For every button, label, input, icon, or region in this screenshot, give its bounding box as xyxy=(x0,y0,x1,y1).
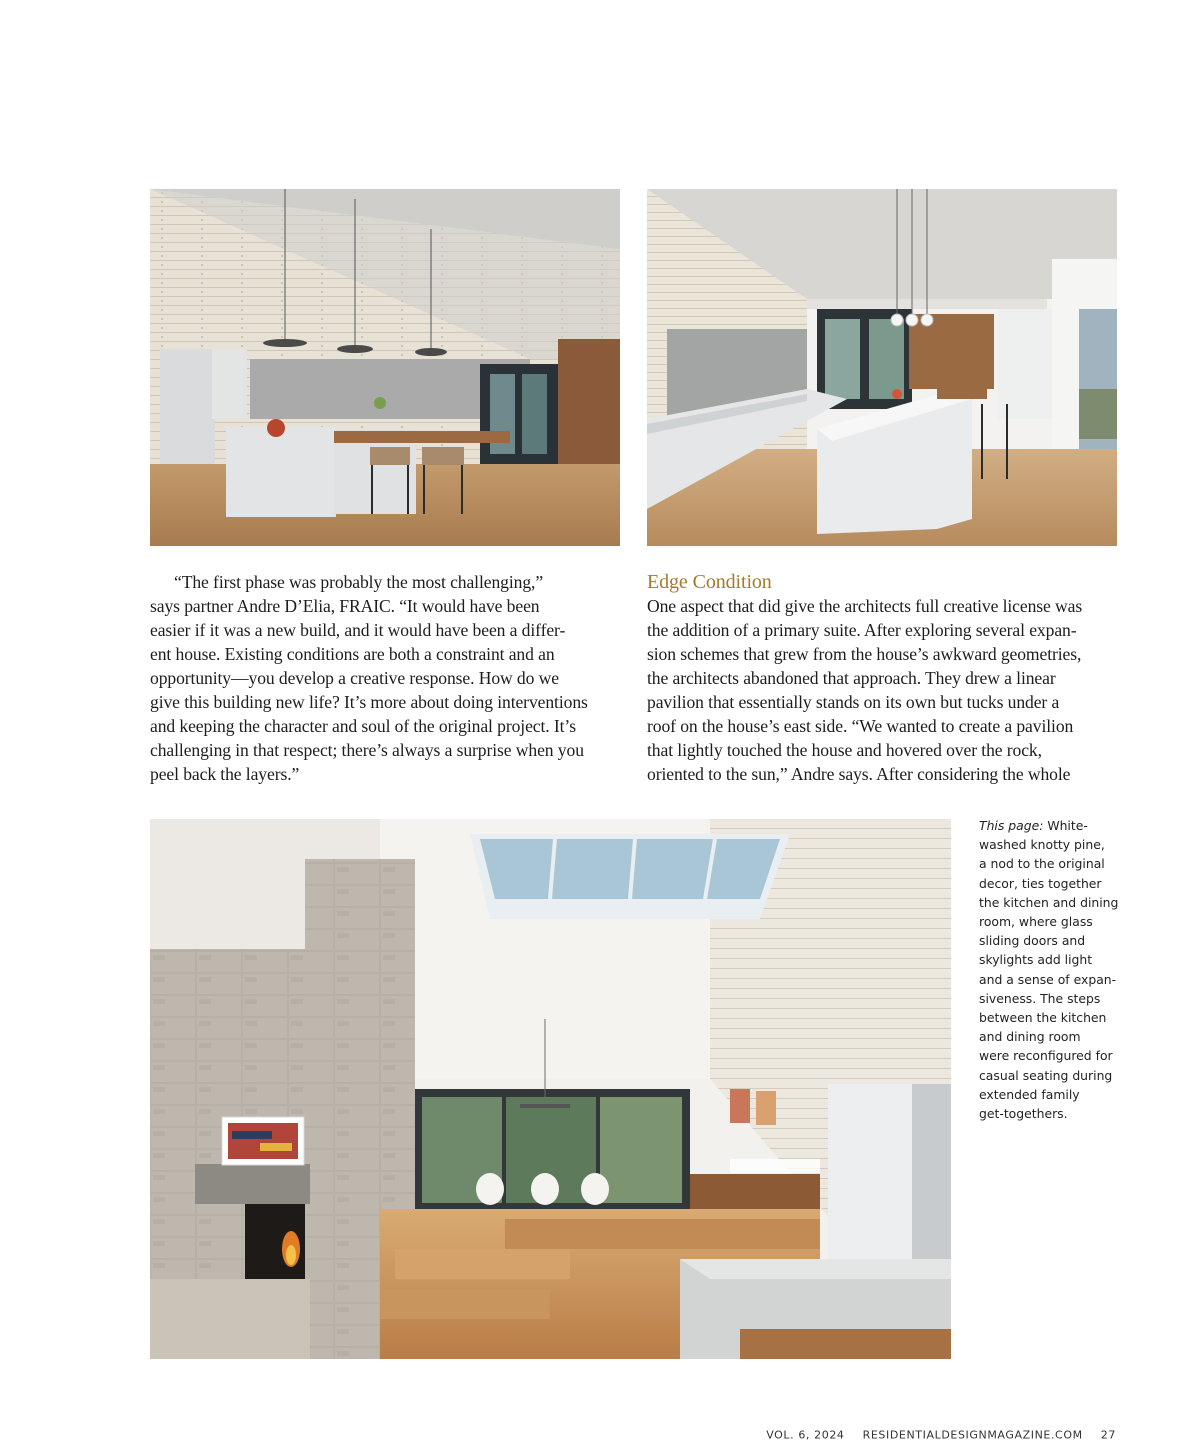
caption-line: and dining room xyxy=(979,1029,1081,1045)
caption-line: siveness. The steps xyxy=(979,990,1101,1006)
photo-caption xyxy=(979,816,1119,1123)
body-line: pavilion that essentially stands on its own but tucks under a xyxy=(647,692,1060,712)
living-room-photo xyxy=(150,819,951,1359)
section-heading: Edge Condition xyxy=(647,571,772,593)
body-line: roof on the house’s east side. “We wanted to create a pavilion xyxy=(647,716,1074,736)
body-line: easier if it was a new build, and it would have been a differ- xyxy=(150,620,566,640)
caption-line: washed knotty pine, xyxy=(979,837,1105,853)
caption-lead: This page: xyxy=(979,818,1044,833)
caption-line: decor, ties together xyxy=(979,875,1102,891)
body-line: the architects abandoned that approach. They drew a linear xyxy=(647,668,1056,688)
body-line: challenging in that respect; there’s always a surprise when you xyxy=(150,740,584,760)
body-text-left-column xyxy=(150,570,622,786)
caption-line: and a sense of expan- xyxy=(979,971,1117,987)
body-line: and keeping the character and soul of the original project. It’s xyxy=(150,716,576,736)
caption-line: room, where glass xyxy=(979,914,1093,930)
body-line: “The first phase was probably the most challenging,” xyxy=(174,572,544,592)
body-line: opportunity—you develop a creative response. How do we xyxy=(150,668,559,688)
caption-line: a nod to the original xyxy=(979,856,1105,872)
caption-line: White- xyxy=(1043,818,1088,833)
footer-site: RESIDENTIALDESIGNMAGAZINE.COM xyxy=(862,1428,1083,1442)
body-line: says partner Andre D’Elia, FRAIC. “It would have been xyxy=(150,596,540,616)
body-line: oriented to the sun,” Andre says. After considering the whole xyxy=(647,764,1071,784)
page-footer xyxy=(766,1429,1116,1442)
kitchen-photo-left xyxy=(150,189,620,546)
kitchen-photo-right xyxy=(647,189,1117,546)
body-line: the addition of a primary suite. After exploring several expan- xyxy=(647,620,1077,640)
footer-page-number: 27 xyxy=(1100,1428,1116,1442)
caption-line: casual seating during xyxy=(979,1067,1113,1083)
body-line: that lightly touched the house and hovered over the rock, xyxy=(647,740,1042,760)
caption-line: extended family xyxy=(979,1086,1080,1102)
caption-line: skylights add light xyxy=(979,952,1093,968)
caption-line: between the kitchen xyxy=(979,1010,1107,1026)
body-line: ent house. Existing conditions are both a constraint and an xyxy=(150,644,555,664)
caption-line: sliding doors and xyxy=(979,933,1086,949)
body-line: sion schemes that grew from the house’s awkward geometries, xyxy=(647,644,1082,664)
body-line: One aspect that did give the architects full creative license was xyxy=(647,596,1083,616)
body-line: peel back the layers.” xyxy=(150,764,300,784)
body-line: give this building new life? It’s more about doing interventions xyxy=(150,692,588,712)
body-text-right-column xyxy=(647,570,1119,786)
caption-line: the kitchen and dining xyxy=(979,894,1119,910)
footer-volume: VOL. 6, 2024 xyxy=(766,1428,845,1442)
caption-line: get-togethers. xyxy=(979,1106,1068,1122)
caption-line: were reconfigured for xyxy=(979,1048,1113,1064)
